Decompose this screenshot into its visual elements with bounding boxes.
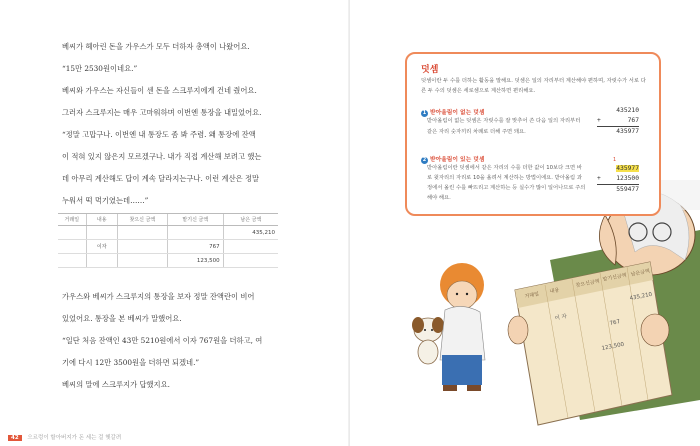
table-header: 내용	[86, 214, 117, 226]
table-cell	[117, 240, 167, 254]
number-badge: 1	[422, 110, 427, 116]
book-header: 남은금액	[630, 268, 651, 278]
subheading-description: 받아올림이란 덧셈에서 같은 자리의 수를 더한 값이 10보다 크면 바로 윗자리의 자리로 10을 올려서 계산하는 방법이에요. 받아올림 과정에서 올린 수를 빠뜨리고 계산하는 등 실수가 많이 일어나므로 주의해야 해요.	[427, 165, 586, 201]
table-cell	[167, 226, 223, 240]
table-row	[58, 240, 278, 254]
story-line: 베씨와 가우스는 자신들이 센 돈을 스크루지에게 건네 줬어요.	[62, 86, 257, 95]
concept-title: 덧셈	[421, 65, 439, 75]
table-header-row	[58, 214, 278, 226]
story-line: 있었어요. 통장을 본 베씨가 말했어요.	[62, 314, 182, 323]
dog-figure	[412, 317, 444, 364]
table-row	[58, 254, 278, 268]
table-header: 찾으신 금액	[117, 214, 167, 226]
calc-result: 559477	[597, 184, 639, 195]
table-cell	[86, 254, 117, 268]
book-header: 찾으신금액	[575, 278, 601, 289]
calc-operand: 767	[627, 117, 639, 124]
plus-sign: +	[597, 175, 601, 182]
story-line: 베씨의 말에 스크루지가 답했지요.	[62, 380, 170, 389]
concept-box	[405, 52, 661, 216]
calc-operand: 435210	[616, 107, 639, 114]
table-header: 거래일	[58, 214, 86, 226]
calc-operand: 123500	[616, 175, 639, 182]
story-line: “15만 2530원이네요.”	[62, 64, 138, 73]
subheading-text: 받아올림이 없는 덧셈	[430, 110, 485, 116]
footer-title: 으르렁이 할아버지가 돈 세는 걸 헷갈려	[27, 435, 122, 441]
calc-result: 435977	[597, 126, 639, 137]
table-cell	[117, 254, 167, 268]
story-line: 기에 다시 12만 3500원을 더하면 되겠네.”	[62, 358, 200, 367]
subheading-text: 받아올림이 있는 덧셈	[430, 157, 485, 163]
book-header: 거래일	[524, 291, 540, 300]
table-cell	[58, 254, 86, 268]
number-badge: 2	[422, 157, 427, 163]
story-line: 데 아무리 계산해도 답이 계속 달라지는구나. 이런 계산은 정말	[62, 174, 260, 183]
subheading-description: 받아올림이 없는 덧셈은 자릿수를 잘 맞추어 쓴 다음 일의 자리부터 같은 자리 숫자끼리 차례로 더해 주면 돼요.	[427, 118, 581, 135]
story-paragraph-1	[62, 36, 322, 212]
table-cell: 123,500	[167, 254, 223, 268]
story-line: 그러자 스크루지는 매우 고마워하며 이번엔 통장을 내밀었어요.	[62, 108, 262, 117]
page-footer	[8, 433, 121, 441]
calc-carry	[597, 164, 639, 195]
table-cell	[86, 226, 117, 240]
plus-sign: +	[597, 117, 601, 124]
concept-intro: 덧셈이란 두 수를 더하는 활동을 말해요. 덧셈은 일의 자리부터 계산해야 편하며, 자릿수가 서로 다른 두 수의 덧셈은 세로셈으로 계산하면 편리해요.	[421, 78, 646, 94]
story-line: 가우스와 베씨가 스크루지의 통장을 보자 정말 잔액란이 비어	[62, 292, 255, 301]
book-cell: 767	[609, 319, 621, 327]
table-cell	[223, 254, 278, 268]
table-cell	[223, 240, 278, 254]
carry-digit: 1	[613, 157, 617, 163]
table-cell	[117, 226, 167, 240]
story-line: 누워서 떡 먹기였는데……”	[62, 196, 149, 205]
calc-operand-row	[597, 164, 639, 174]
calc-operand-row	[597, 174, 639, 184]
left-hand	[508, 316, 528, 344]
bankbook-table	[58, 213, 278, 268]
calc-operand-row	[597, 116, 639, 126]
table-cell: 767	[167, 240, 223, 254]
book-header: 맡기신금액	[602, 272, 628, 283]
table-cell	[58, 226, 86, 240]
right-hand	[641, 314, 669, 346]
story-line: 베씨가 헤아린 돈을 가우스가 모두 더하자 총액이 나왔어요.	[62, 42, 250, 51]
book-header: 내용	[549, 287, 560, 295]
story-line: 이 적혀 있지 않은지 모르겠구나. 내가 직접 계산해 보려고 했는	[62, 152, 262, 161]
boy-figure	[440, 263, 485, 391]
book-cell: 이 자	[554, 313, 568, 322]
table-header: 맡기신 금액	[167, 214, 223, 226]
calc-no-carry	[597, 106, 639, 137]
page-number: 42	[8, 435, 22, 441]
book-cell: 123,500	[601, 341, 625, 352]
story-line: “일단 처음 잔액인 43만 5210원에서 이자 767원을 더하고, 여	[62, 336, 263, 345]
table-row	[58, 226, 278, 240]
table-cell: 435,210	[223, 226, 278, 240]
story-paragraph-2	[62, 286, 322, 396]
story-line: “정말 고맙구나. 이번엔 내 통장도 좀 봐 주렴. 왜 통장에 잔액	[62, 130, 256, 139]
table-header: 남은 금액	[223, 214, 278, 226]
table-cell: 이자	[86, 240, 117, 254]
table-cell	[58, 240, 86, 254]
book-cell: 435,210	[629, 291, 653, 302]
calc-operand: 435977	[616, 165, 639, 172]
